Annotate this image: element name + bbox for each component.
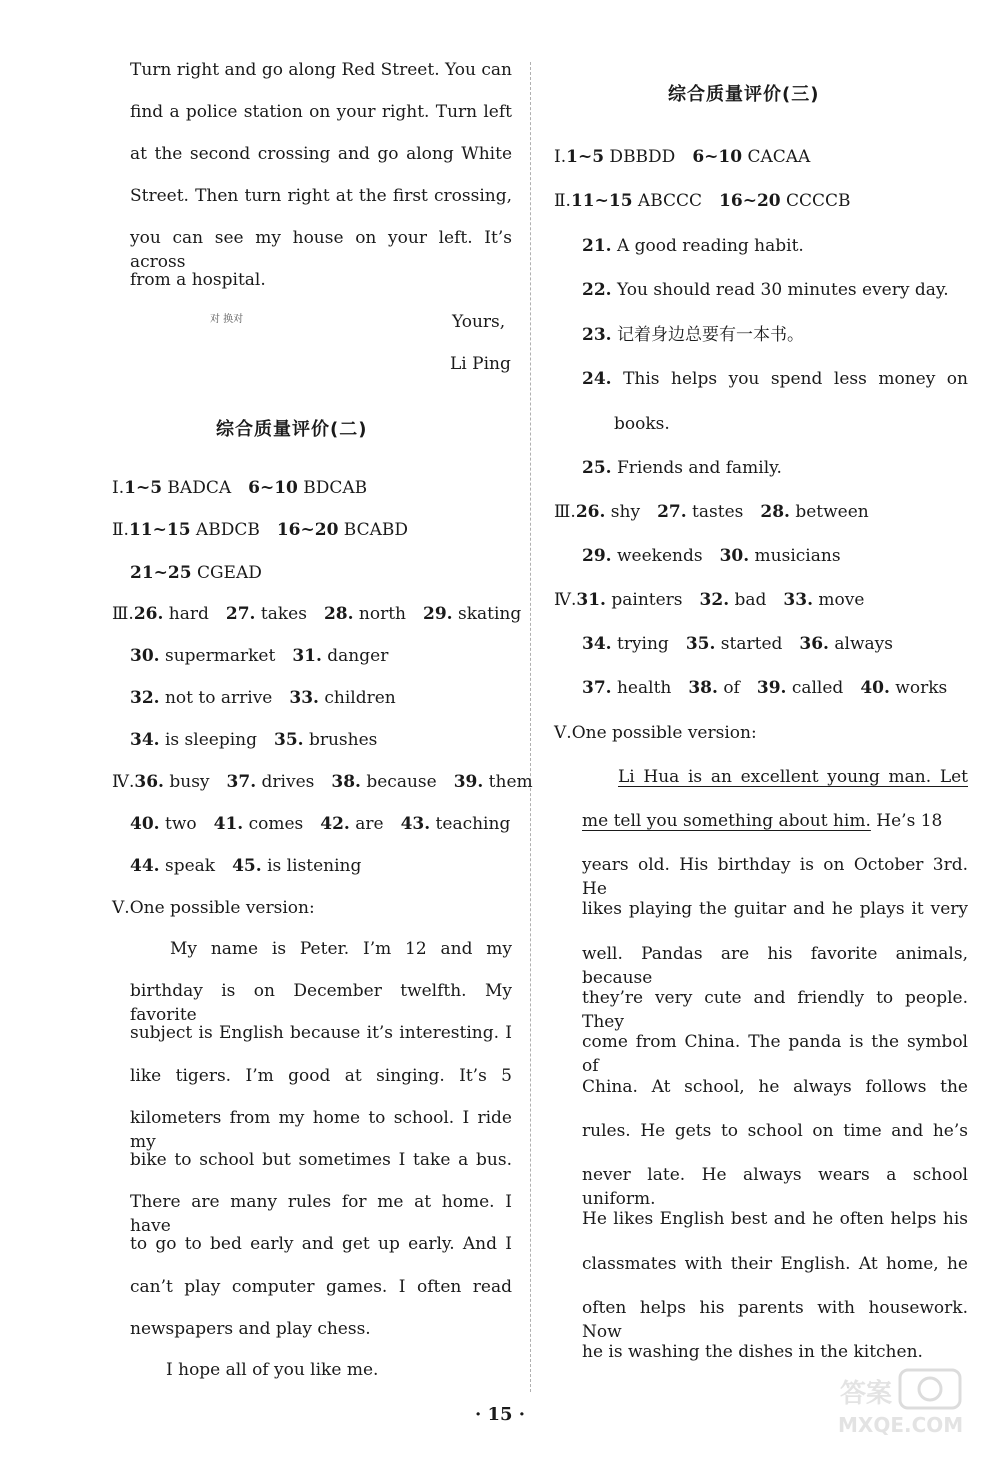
roman-numeral: Ⅱ. <box>554 191 571 211</box>
question-number: 39. <box>453 772 484 792</box>
column-divider <box>530 62 531 1392</box>
question-number: 6~10 <box>248 478 298 498</box>
answer-text: supermarket <box>159 646 276 666</box>
question-number: 43. <box>400 814 431 834</box>
svg-text:MXQE.COM: MXQE.COM <box>838 1413 964 1437</box>
answer-text: tastes <box>686 502 744 522</box>
answer-text: DBBDD <box>604 147 676 167</box>
essay-line-2: me tell you something about him. He’s 18 <box>582 811 943 831</box>
answer-text: You should read 30 minutes every day. <box>611 280 949 300</box>
answer-text: health <box>611 678 672 698</box>
answer-line <box>582 278 949 302</box>
answer-line-cont: books. <box>614 414 670 434</box>
question-number: 32. <box>130 688 160 708</box>
answer-text: drives <box>256 772 315 792</box>
answer-text: between <box>789 502 869 522</box>
section-title-3: 综合质量评价(三) <box>668 84 820 105</box>
answer-text: danger <box>321 646 389 666</box>
question-number: 36. <box>134 772 164 792</box>
answer-row <box>554 145 810 169</box>
answer-text: ABCCC <box>632 191 703 211</box>
question-number: 33. <box>783 590 813 610</box>
answer-text: children <box>318 688 396 708</box>
essay-line: like tigers. I’m good at singing. It’s 5 <box>130 1065 512 1086</box>
answer-text: Friends and family. <box>611 458 782 478</box>
question-number: 28. <box>760 502 790 522</box>
question-number: 37. <box>226 772 257 792</box>
question-number: 30. <box>719 546 750 566</box>
question-number: 38. <box>331 772 361 792</box>
answer-line <box>582 234 804 258</box>
answer-text: works <box>889 678 948 698</box>
question-number: 40. <box>130 814 160 834</box>
answer-text: them <box>483 772 533 792</box>
question-number: 27. <box>657 502 687 522</box>
question-number: 28. <box>323 604 354 624</box>
essay-line: likes playing the guitar and he plays it very <box>582 899 968 920</box>
essay-line: well. Pandas are his favorite animals, because <box>582 943 968 988</box>
answer-text: are <box>349 814 384 834</box>
answer-text: BADCA <box>162 478 232 498</box>
answer-row <box>554 189 851 213</box>
essay-line: to go to bed early and get up early. And I <box>130 1234 512 1255</box>
section-v-label-3: Ⅴ.One possible version: <box>554 723 757 743</box>
answer-text: shy <box>605 502 641 522</box>
essay-line: There are many rules for me at home. I have <box>130 1192 512 1237</box>
answer-text: started <box>715 634 783 654</box>
answer-line <box>582 323 804 347</box>
answer-text: trying <box>611 634 669 654</box>
answer-text: teaching <box>430 814 511 834</box>
answer-row <box>112 518 408 542</box>
roman-numeral: Ⅲ. <box>112 604 134 624</box>
answer-row <box>130 644 388 668</box>
essay-line: often helps his parents with housework. Now <box>582 1298 968 1342</box>
question-number: 11~15 <box>570 191 633 211</box>
answer-text: is listening <box>261 856 362 876</box>
answer-text: BDCAB <box>297 478 368 498</box>
answer-text: speak <box>159 856 216 876</box>
answer-text: move <box>813 590 865 610</box>
svg-text:答案: 答案 <box>840 1379 893 1409</box>
question-number: 26. <box>133 604 164 624</box>
answer-row <box>582 544 841 568</box>
question-number: 33. <box>289 688 319 708</box>
question-number: 45. <box>232 856 262 876</box>
essay-line: he is washing the dishes in the kitchen. <box>582 1342 923 1363</box>
roman-numeral: Ⅲ. <box>554 502 576 522</box>
answer-text: called <box>786 678 844 698</box>
question-number: 34. <box>130 730 160 750</box>
roman-numeral: Ⅰ. <box>554 147 567 167</box>
question-number: 41. <box>213 814 244 834</box>
letter-line: you can see my house on your left. It’s across <box>130 228 512 272</box>
question-number: 42. <box>320 814 350 834</box>
faint-mark: 对 换对 <box>210 314 244 325</box>
question-number: 16~20 <box>276 520 339 540</box>
question-number: 21. <box>582 236 612 256</box>
answer-text: takes <box>255 604 307 624</box>
essay-line: China. At school, he always follows the <box>582 1076 968 1097</box>
answer-text: BCABD <box>338 520 409 540</box>
essay-line: can’t play computer games. I often read <box>130 1276 512 1297</box>
letter-signature: Li Ping <box>450 354 511 374</box>
question-number: 1~5 <box>566 147 605 167</box>
answer-text: musicians <box>749 546 841 566</box>
letter-line: from a hospital. <box>130 270 266 290</box>
section-title-2: 综合质量评价(二) <box>216 419 368 440</box>
essay-line: subject is English because it’s interesting. I <box>130 1023 512 1044</box>
essay-line: never late. He always wears a school uniform. <box>582 1165 968 1210</box>
question-number: 16~20 <box>719 191 781 211</box>
question-number: 39. <box>756 678 787 698</box>
answer-text: always <box>828 634 893 654</box>
question-number: 26. <box>575 502 606 522</box>
answer-row <box>130 686 396 710</box>
essay-line: classmates with their English. At home, he <box>582 1253 968 1274</box>
question-number: 35. <box>273 730 304 750</box>
page-number: · 15 · <box>474 1404 526 1425</box>
question-number: 29. <box>582 546 612 566</box>
answer-text: skating <box>452 604 522 624</box>
question-number: 32. <box>699 590 730 610</box>
answer-row <box>130 561 262 585</box>
answer-text: hard <box>163 604 209 624</box>
question-number: 6~10 <box>692 147 743 167</box>
answer-text: bad <box>729 590 767 610</box>
question-number: 29. <box>423 604 453 624</box>
answer-row <box>112 476 367 500</box>
letter-line: at the second crossing and go along White <box>130 144 512 164</box>
essay-line: My name is Peter. I’m 12 and my <box>170 939 512 959</box>
question-number: 31. <box>576 590 606 610</box>
answer-row <box>130 812 510 836</box>
watermark-logo <box>830 1368 970 1438</box>
essay-line-1: Li Hua is an excellent young man. Let <box>618 767 968 787</box>
answer-row <box>582 676 947 700</box>
question-number: 31. <box>292 646 322 666</box>
answer-row <box>582 632 893 656</box>
answer-text: 记着身边总要有一本书。 <box>611 325 804 345</box>
essay-line: He likes English best and he often helps his <box>582 1209 968 1230</box>
roman-numeral: Ⅰ. <box>112 478 125 498</box>
question-number: 36. <box>799 634 829 654</box>
essay-line: newspapers and play chess. <box>130 1318 371 1339</box>
essay-line: bike to school but sometimes I take a bus. <box>130 1150 512 1170</box>
answer-text: two <box>159 814 197 834</box>
essay-last-line: I hope all of you like me. <box>166 1360 379 1380</box>
answer-row <box>130 854 361 878</box>
answer-text: weekends <box>611 546 703 566</box>
answer-row <box>554 500 869 524</box>
answer-text: not to arrive <box>159 688 273 708</box>
answer-text: comes <box>243 814 304 834</box>
roman-numeral: Ⅱ. <box>112 520 129 540</box>
answer-text: because <box>360 772 437 792</box>
essay-line: years old. His birthday is on October 3rd. He <box>582 855 968 899</box>
roman-numeral: Ⅳ. <box>554 590 577 610</box>
question-number: 25. <box>582 458 612 478</box>
question-number: 38. <box>688 678 718 698</box>
question-number: 24. <box>582 369 612 389</box>
essay-line: come from China. The panda is the symbol of <box>582 1032 968 1077</box>
question-number: 44. <box>130 856 160 876</box>
question-number: 27. <box>225 604 256 624</box>
answer-row <box>112 770 533 794</box>
letter-line: Turn right and go along Red Street. You can <box>130 60 512 80</box>
answer-text: is sleeping <box>159 730 257 750</box>
answer-row <box>112 602 521 626</box>
answer-text: CCCCB <box>780 191 851 211</box>
answer-row <box>130 728 377 752</box>
essay-line: kilometers from my home to school. I ride my <box>130 1107 512 1152</box>
answer-text: painters <box>605 590 683 610</box>
letter-line: Street. Then turn right at the first crossing, <box>130 186 512 206</box>
answer-text: of <box>717 678 740 698</box>
question-number: 30. <box>130 646 160 666</box>
answer-text: north <box>353 604 407 624</box>
essay-line: birthday is on December twelfth. My favorite <box>130 981 512 1026</box>
letter-line: find a police station on your right. Turn left <box>130 102 512 122</box>
essay-line: rules. He gets to school on time and he’s <box>582 1120 968 1141</box>
answer-line <box>582 456 782 480</box>
essay-line: they’re very cute and friendly to people. They <box>582 987 968 1032</box>
answer-text: This helps you spend less money on <box>611 369 968 389</box>
answer-text: CACAA <box>742 147 811 167</box>
question-number: 37. <box>582 678 612 698</box>
answer-text: A good reading habit. <box>611 236 804 256</box>
question-number: 34. <box>582 634 612 654</box>
answer-text: brushes <box>303 730 378 750</box>
answer-text: ABDCB <box>190 520 260 540</box>
letter-closing: Yours, <box>452 312 506 332</box>
section-v-label: Ⅴ.One possible version: <box>112 898 315 918</box>
answer-text: busy <box>163 772 210 792</box>
answer-line <box>582 367 968 391</box>
answer-row <box>554 588 864 612</box>
question-number: 22. <box>582 280 612 300</box>
question-number: 11~15 <box>128 520 191 540</box>
roman-numeral: Ⅳ. <box>112 772 135 792</box>
question-number: 21~25 <box>130 563 192 583</box>
question-number: 40. <box>860 678 890 698</box>
question-number: 35. <box>685 634 716 654</box>
question-number: 1~5 <box>124 478 163 498</box>
answer-text: CGEAD <box>191 563 262 583</box>
question-number: 23. <box>582 325 612 345</box>
